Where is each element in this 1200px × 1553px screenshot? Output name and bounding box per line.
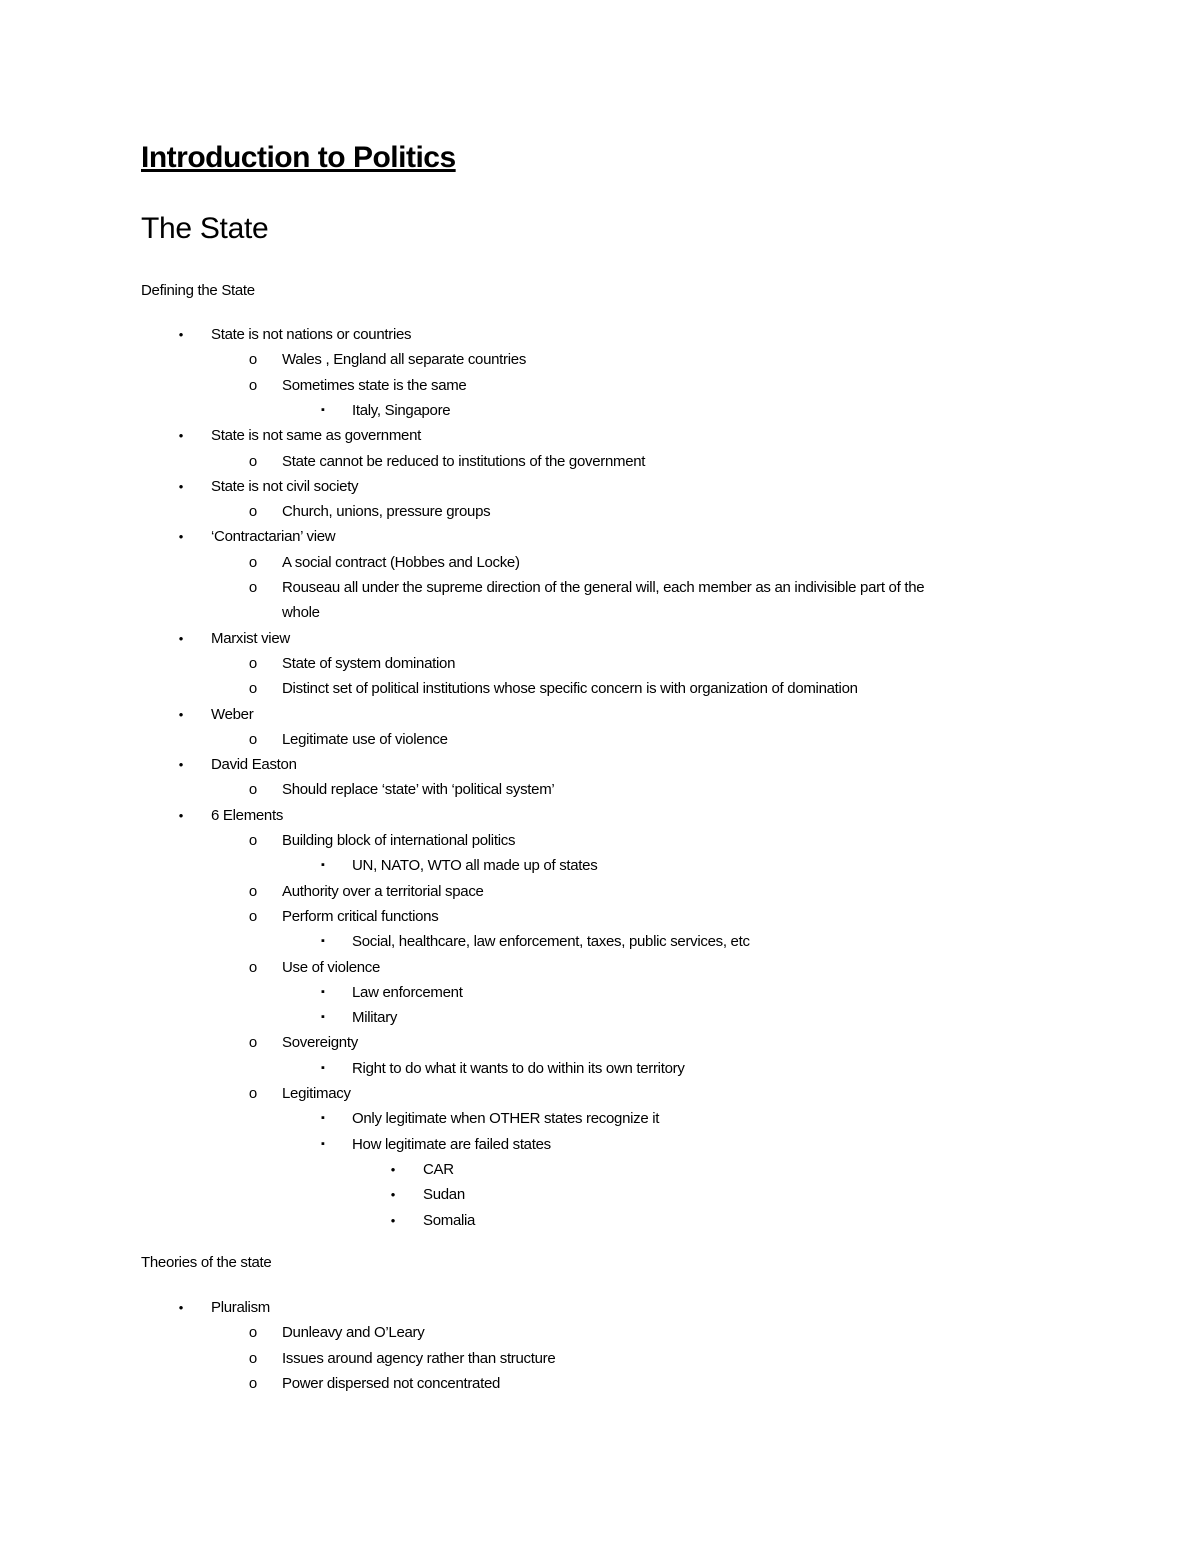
bullet-marker-level-2: o <box>248 579 258 596</box>
list-item-level-2: Legitimate use of violence <box>282 730 448 748</box>
bullet-marker-level-2: o <box>248 730 258 748</box>
list-item-level-3: Right to do what it wants to do within its own territory <box>352 1059 685 1077</box>
bullet-marker-level-1: • <box>178 757 184 773</box>
list-item-level-2: Authority over a territorial space <box>282 882 484 900</box>
bullet-marker-level-2: o <box>248 832 258 849</box>
bullet-marker-level-1: • <box>178 428 184 444</box>
list-item-level-2: Wales , England all separate countries <box>282 351 527 369</box>
list-item-level-3: Only legitimate when OTHER states recognize it <box>352 1110 660 1128</box>
list-item-level-2: Power dispersed not concentrated <box>282 1374 501 1392</box>
list-item-level-3: How legitimate are failed states <box>352 1135 551 1153</box>
list-item-level-2: Dunleavy and O’Leary <box>282 1324 425 1342</box>
list-item-continuation: whole <box>282 604 320 622</box>
subheading-theories-of-the-state: Theories of the state <box>141 1254 272 1271</box>
list-item-level-4: Sudan <box>423 1186 465 1204</box>
section-heading-the-state: The State <box>141 212 269 245</box>
bullet-marker-level-3: ▪ <box>321 403 325 416</box>
list-item-level-3: UN, NATO, WTO all made up of states <box>352 857 598 875</box>
bullet-marker-level-2: o <box>248 376 258 394</box>
bullet-marker-level-3: ▪ <box>321 1112 325 1125</box>
list-item-level-3: Italy, Singapore <box>352 401 451 419</box>
bullet-marker-level-2: o <box>248 351 258 369</box>
list-item-level-3: Military <box>352 1009 398 1027</box>
bullet-marker-level-2: o <box>248 1085 258 1102</box>
bullet-marker-level-1: • <box>178 807 184 823</box>
list-item-level-2: Church, unions, pressure groups <box>282 503 491 521</box>
bullet-marker-level-4: • <box>390 1187 396 1203</box>
bullet-marker-level-3: ▪ <box>321 985 325 998</box>
bullet-marker-level-2: o <box>248 907 258 925</box>
list-item-level-2: Sometimes state is the same <box>282 376 467 394</box>
bullet-marker-level-3: ▪ <box>321 1011 325 1024</box>
bullet-marker-level-2: o <box>248 452 258 470</box>
bullet-marker-level-2: o <box>248 553 258 571</box>
list-item-level-2: Use of violence <box>282 958 381 976</box>
bullet-marker-level-1: • <box>178 529 184 545</box>
list-item-level-2: Legitimacy <box>282 1085 351 1102</box>
bullet-marker-level-2: o <box>248 781 258 799</box>
bullet-marker-level-2: o <box>248 1374 258 1392</box>
list-item-level-3: Law enforcement <box>352 983 463 1001</box>
list-item-level-2: State cannot be reduced to institutions of the government <box>282 452 646 470</box>
subheading-defining-the-state: Defining the State <box>141 282 255 299</box>
list-item-level-4: Somalia <box>423 1211 476 1229</box>
bullet-marker-level-1: • <box>178 327 184 342</box>
bullet-marker-level-2: o <box>248 1349 258 1367</box>
bullet-marker-level-4: • <box>390 1161 396 1177</box>
list-item-level-2: Rouseau all under the supreme direction of the general will, each member as an indivisible part of the <box>282 579 925 596</box>
list-item-level-1: ‘Contractarian’ view <box>211 528 336 546</box>
bullet-marker-level-3: ▪ <box>321 859 325 872</box>
bullet-marker-level-2: o <box>248 1324 258 1342</box>
list-item-level-1: David Easton <box>211 756 297 774</box>
list-item-level-2: Should replace ‘state’ with ‘political system’ <box>282 781 555 799</box>
bullet-marker-level-2: o <box>248 654 258 672</box>
list-item-level-2: Perform critical functions <box>282 907 439 925</box>
document-title: Introduction to Politics <box>141 141 456 174</box>
list-item-level-1: State is not nations or countries <box>211 326 412 343</box>
bullet-marker-level-1: • <box>178 630 184 646</box>
list-item-level-2: State of system domination <box>282 654 456 672</box>
bullet-marker-level-2: o <box>248 958 258 976</box>
list-item-level-1: Weber <box>211 705 254 723</box>
list-item-level-2: A social contract (Hobbes and Locke) <box>282 553 520 571</box>
bullet-marker-level-1: • <box>178 1300 184 1315</box>
bullet-marker-level-2: o <box>248 882 258 900</box>
list-item-level-1: 6 Elements <box>211 806 284 824</box>
list-item-level-1: Pluralism <box>211 1299 270 1316</box>
bullet-marker-level-3: ▪ <box>321 1061 325 1074</box>
bullet-marker-level-2: o <box>248 1034 258 1052</box>
bullet-marker-level-2: o <box>248 680 258 698</box>
list-item-level-2: Building block of international politics <box>282 832 516 849</box>
bullet-marker-level-3: ▪ <box>321 1137 325 1150</box>
list-item-level-2: Distinct set of political institutions whose specific concern is with organization of domination <box>282 680 858 698</box>
list-item-level-1: State is not same as government <box>211 427 421 445</box>
list-item-level-3: Social, healthcare, law enforcement, taxes, public services, etc <box>352 933 750 951</box>
list-item-level-2: Issues around agency rather than structure <box>282 1349 556 1367</box>
list-item-level-1: State is not civil society <box>211 477 359 495</box>
bullet-marker-level-4: • <box>390 1212 396 1228</box>
bullet-marker-level-1: • <box>178 478 184 494</box>
bullet-marker-level-3: ▪ <box>321 935 325 948</box>
list-item-level-4: CAR <box>423 1160 454 1178</box>
bullet-marker-level-2: o <box>248 503 258 521</box>
bullet-marker-level-1: • <box>178 706 184 722</box>
list-item-level-2: Sovereignty <box>282 1034 358 1052</box>
list-item-level-1: Marxist view <box>211 629 290 647</box>
